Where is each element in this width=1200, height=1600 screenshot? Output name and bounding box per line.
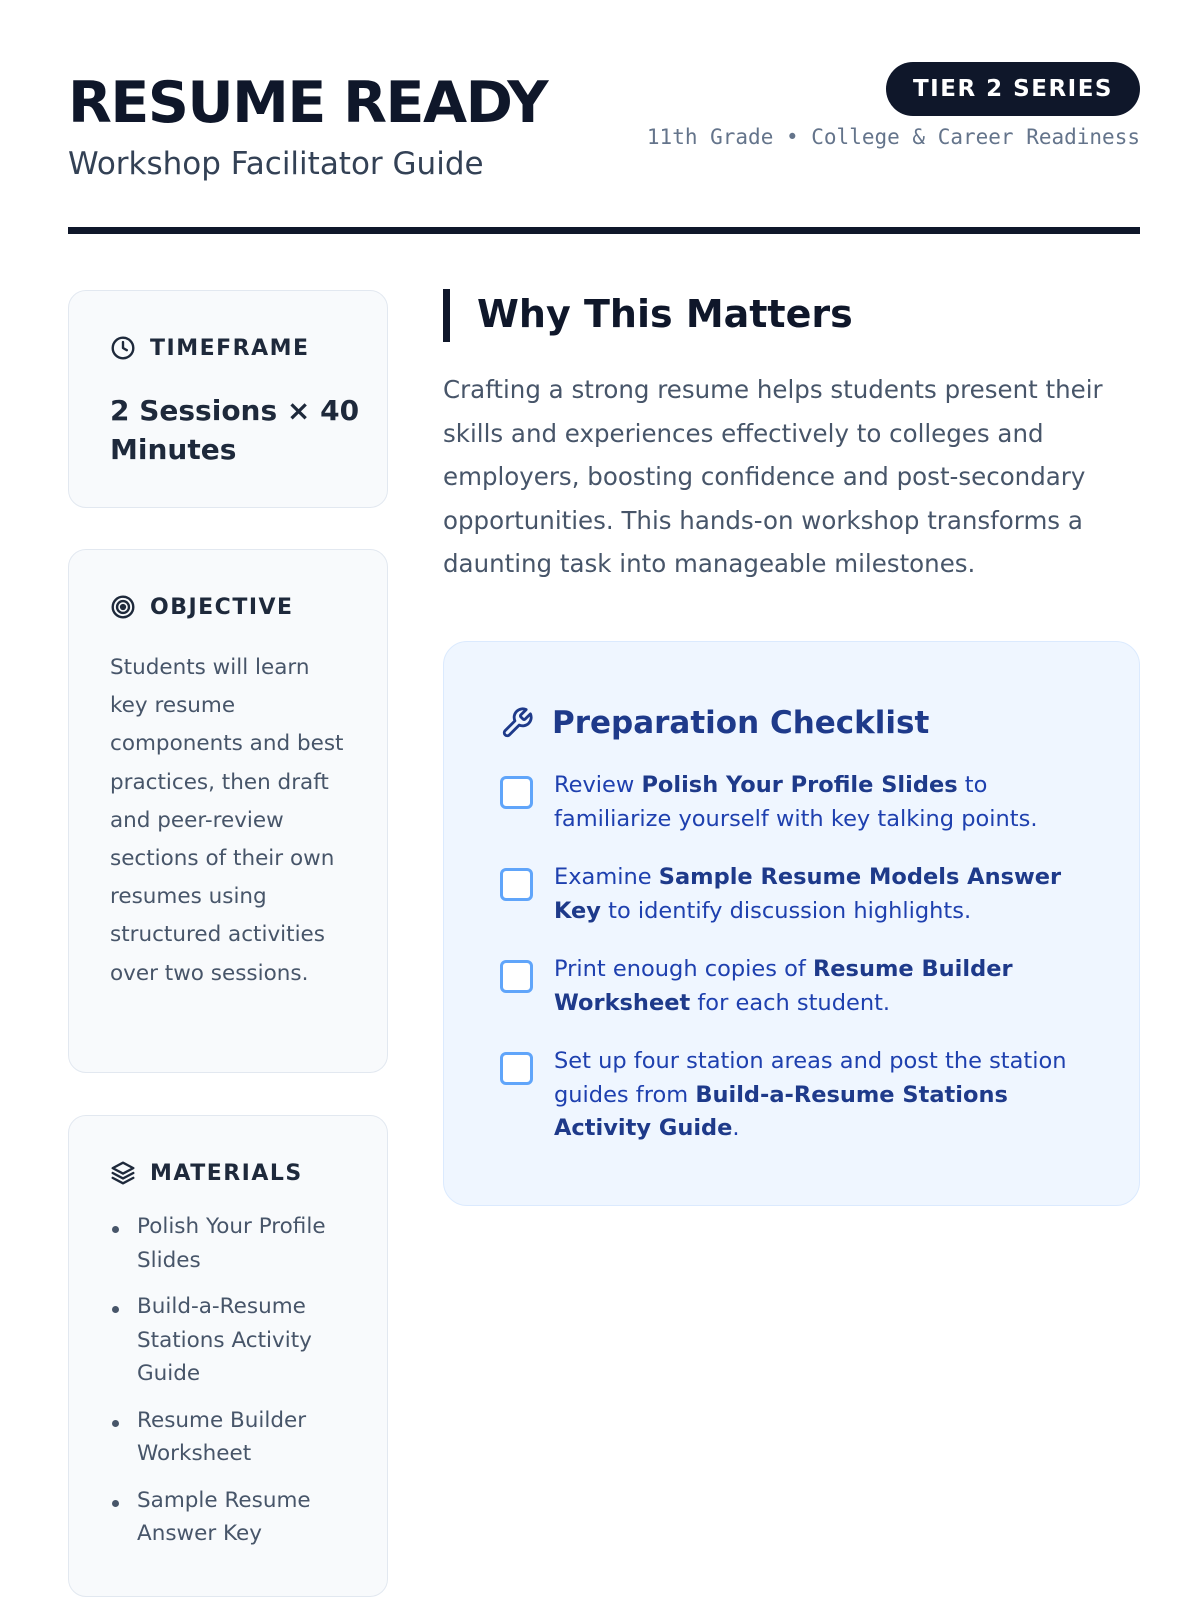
- checklist-item-text: Set up four station areas and post the station guides from Build-a-Resume Stations Activity Guide.: [554, 1048, 1067, 1141]
- header-divider: [68, 227, 1140, 234]
- target-icon: [110, 594, 136, 620]
- materials-header: [110, 1157, 303, 1189]
- checklist-title: Preparation Checklist: [552, 705, 930, 741]
- checklist-header: [500, 698, 929, 748]
- why-heading: Why This Matters: [443, 289, 853, 342]
- objective-text: Students will learn key resume components and best practices, then draft and peer-review sections of their own resumes using structured activities over two sessions.: [110, 655, 344, 986]
- checklist-item-text: Examine Sample Resume Models Answer Key to identify discussion highlights.: [554, 864, 1062, 924]
- list-item: Polish Your Profile Slides: [110, 1210, 365, 1277]
- checkbox[interactable]: [500, 868, 533, 901]
- wrench-icon: [500, 706, 534, 740]
- checkbox[interactable]: [500, 1052, 533, 1085]
- objective-label: OBJECTIVE: [150, 594, 294, 620]
- objective-header: [110, 591, 294, 623]
- list-item: Resume Builder Worksheet: [110, 1404, 365, 1471]
- page-title: RESUME READY: [68, 70, 548, 136]
- timeframe-value: 2 Sessions × 40 Minutes: [110, 394, 360, 466]
- page-header: [68, 62, 1140, 237]
- list-item: Build-a-Resume Stations Activity Guide: [110, 1290, 365, 1391]
- materials-label: MATERIALS: [150, 1160, 303, 1186]
- checklist-item-text: Print enough copies of Resume Builder Worksheet for each student.: [554, 956, 1013, 1016]
- list-item: Sample Resume Answer Key: [110, 1484, 365, 1551]
- timeframe-label: TIMEFRAME: [150, 335, 310, 361]
- objective-card: [68, 549, 388, 1073]
- checkbox[interactable]: [500, 960, 533, 993]
- series-badge: TIER 2 SERIES: [886, 62, 1140, 116]
- materials-list: [110, 1210, 365, 1564]
- timeframe-card: [68, 290, 388, 508]
- grade-meta: 11th Grade • College & Career Readiness: [646, 125, 1140, 149]
- preparation-checklist: [443, 641, 1140, 1206]
- checkbox[interactable]: [500, 776, 533, 809]
- page-subtitle: Workshop Facilitator Guide: [68, 146, 484, 182]
- checklist-item-text: Review Polish Your Profile Slides to familiarize yourself with key talking points.: [554, 772, 1038, 832]
- materials-card: [68, 1115, 388, 1597]
- why-body: Crafting a strong resume helps students present their skills and experiences effectively to colleges and employers, boosting confidence and post-secondary opportunities. This hands-on workshop transforms a daunting task into manageable milestones.: [443, 375, 1103, 578]
- layers-icon: [110, 1160, 136, 1186]
- clock-icon: [110, 335, 136, 361]
- timeframe-header: [110, 332, 310, 364]
